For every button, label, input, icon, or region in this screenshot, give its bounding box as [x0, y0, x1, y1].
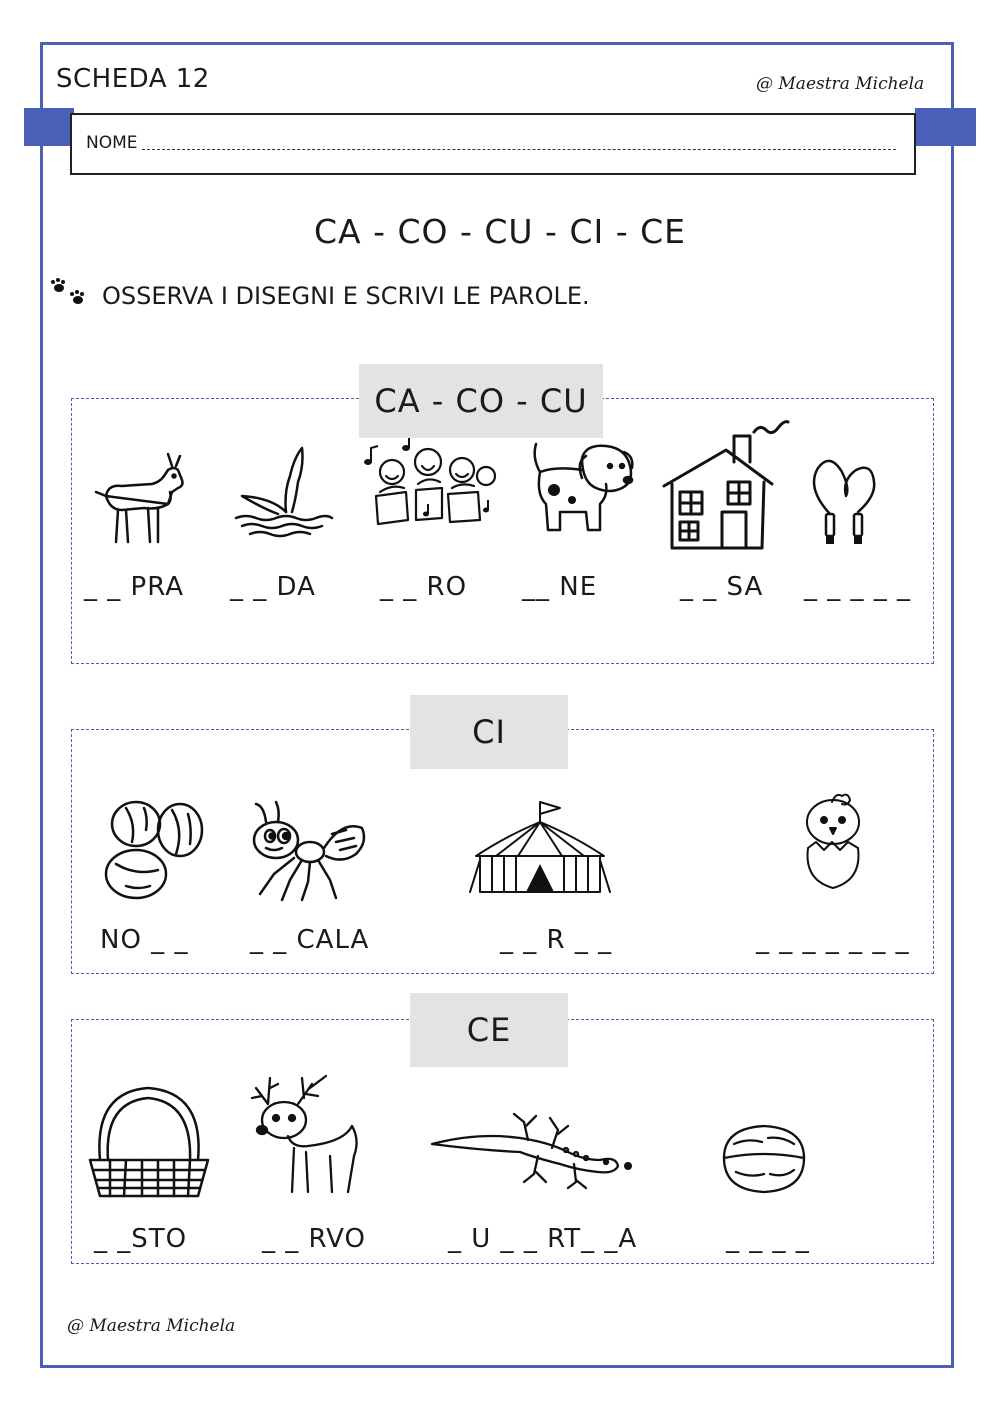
word-blank-goat[interactable]: _ _ PRA — [84, 572, 185, 602]
word-blank-ant[interactable]: _ _ CALA — [250, 925, 370, 955]
walnuts-icon — [96, 794, 208, 904]
circus-tent-icon — [466, 800, 614, 896]
word-blank-basket[interactable]: _ _STO — [94, 1224, 188, 1254]
house-icon — [660, 412, 794, 554]
word-blank-choir[interactable]: _ _ RO — [380, 572, 468, 602]
author-credit-top: @ Maestra Michela — [756, 74, 925, 94]
whale-tail-icon — [232, 442, 336, 546]
author-credit-bottom: @ Maestra Michela — [67, 1316, 236, 1336]
header-band-left — [24, 108, 74, 146]
name-input-line[interactable] — [142, 149, 896, 150]
word-blank-puppy[interactable]: __ NE — [522, 572, 598, 602]
header-band-right — [915, 108, 976, 146]
page-title: CA - CO - CU - CI - CE — [313, 212, 687, 251]
goat-icon — [88, 448, 192, 552]
deer-icon — [248, 1074, 364, 1196]
word-blank-walnuts[interactable]: NO _ _ — [100, 925, 189, 955]
word-blank-whale-tail[interactable]: _ _ DA — [230, 572, 316, 602]
choir-icon — [362, 436, 500, 532]
name-label: NOME — [86, 133, 138, 153]
jump-rope-icon — [806, 452, 882, 552]
word-blank-chick[interactable]: _ _ _ _ _ _ _ — [756, 925, 910, 955]
name-box — [70, 113, 916, 175]
word-blank-deer[interactable]: _ _ RVO — [262, 1224, 366, 1254]
ant-icon — [246, 798, 370, 906]
walnut-icon — [718, 1120, 810, 1196]
word-blank-lizard[interactable]: _ U _ _ RT_ _A — [448, 1224, 638, 1254]
word-blank-circus[interactable]: _ _ R _ _ — [500, 925, 613, 955]
chick-icon — [798, 788, 868, 892]
sheet-title: SCHEDA 12 — [56, 64, 210, 94]
section-label-ce: CE — [410, 993, 568, 1067]
section-label-ca-co-cu: CA - CO - CU — [359, 364, 603, 438]
lizard-icon — [428, 1108, 638, 1190]
instruction-text: OSSERVA I DISEGNI E SCRIVI LE PAROLE. — [102, 282, 590, 310]
word-blank-walnut[interactable]: _ _ _ _ — [726, 1224, 810, 1254]
paw-prints-icon — [50, 278, 90, 308]
word-blank-house[interactable]: _ _ SA — [680, 572, 764, 602]
basket-icon — [86, 1082, 212, 1200]
puppy-icon — [526, 438, 638, 542]
section-label-ci: CI — [410, 695, 568, 769]
word-blank-jump-rope[interactable]: _ _ _ _ _ — [804, 572, 912, 602]
